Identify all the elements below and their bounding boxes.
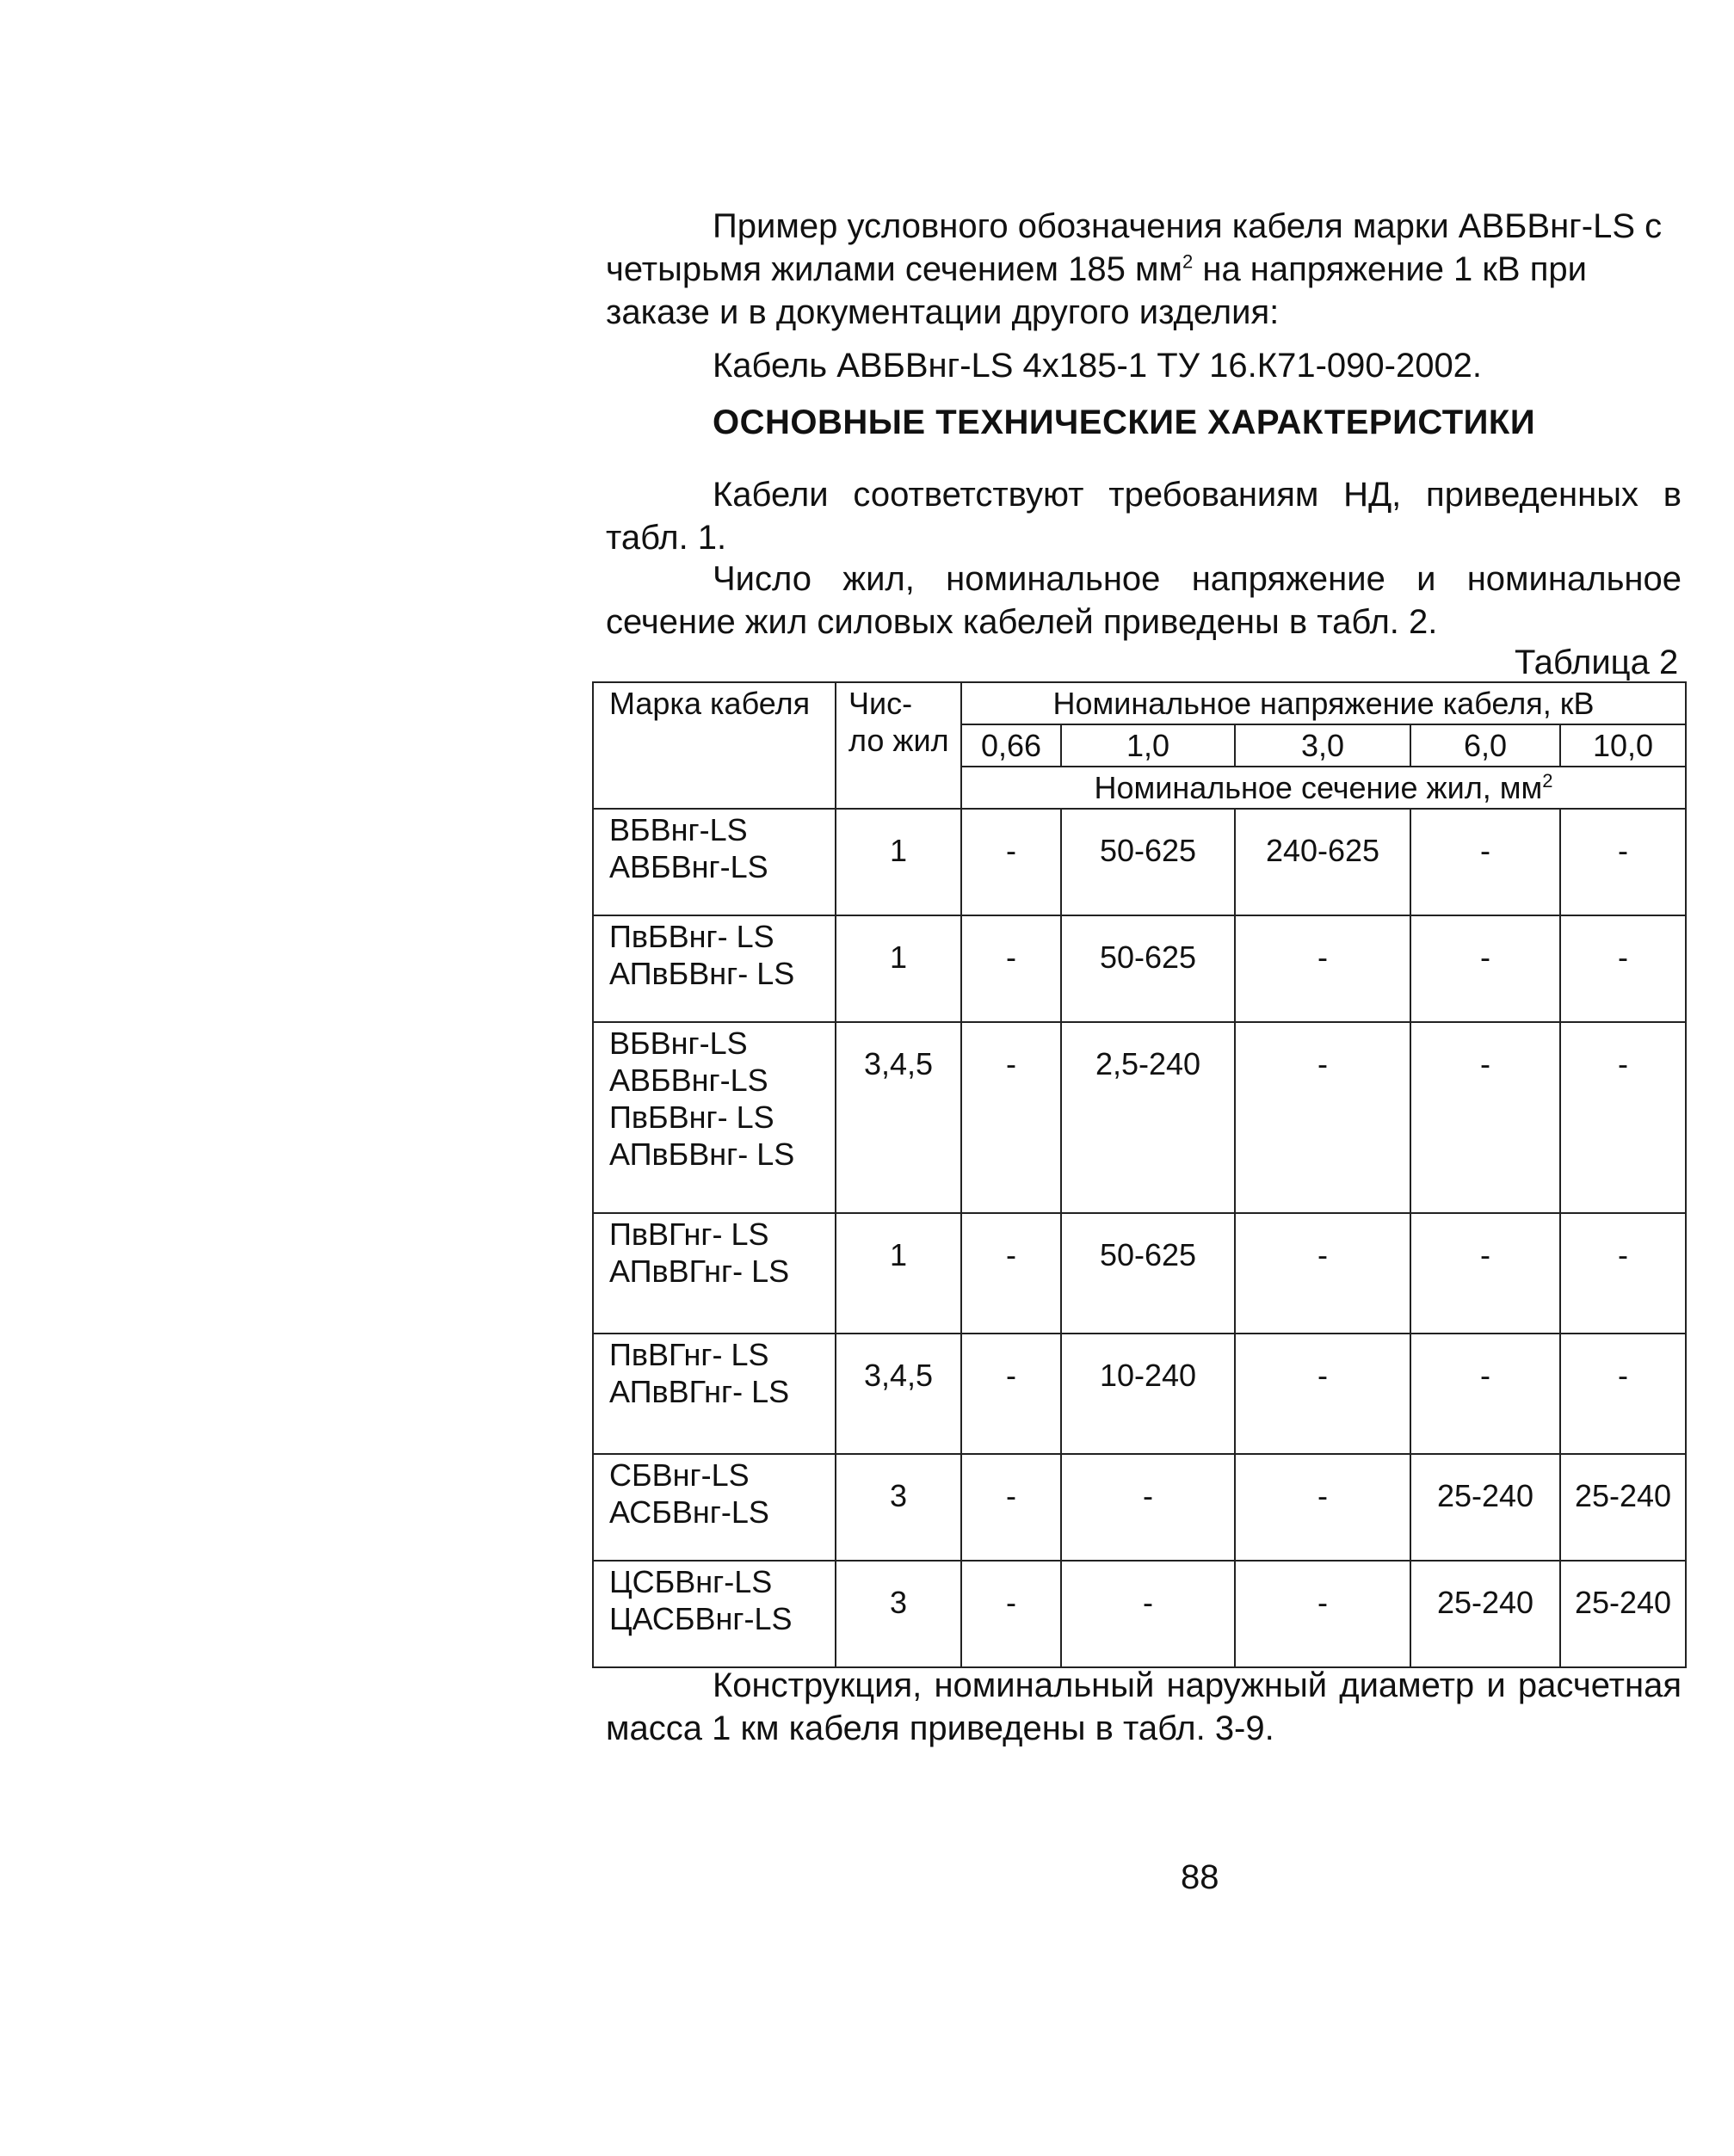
row-section-cell: - — [961, 1022, 1061, 1213]
cores-text: Число жил, номинальное напряжение и номинальное сечение жил силовых кабелей приведены в табл. 2. — [606, 560, 1682, 641]
row-section-cell: 25-240 — [1560, 1561, 1686, 1667]
intro-paragraph — [606, 205, 1682, 334]
table-row — [593, 1022, 1686, 1213]
cores-paragraph — [606, 557, 1682, 644]
row-section-cell: 50-625 — [1061, 915, 1235, 1022]
brand-name: АСБВнг-LS — [609, 1494, 769, 1530]
header-voltage-3: 6,0 — [1410, 724, 1560, 767]
header-voltage-group: Номинальное напряжение кабеля, кВ — [961, 682, 1686, 724]
row-section-cell: - — [961, 1454, 1061, 1561]
row-section-cell: 50-625 — [1061, 1213, 1235, 1334]
header-voltage-0: 0,66 — [961, 724, 1061, 767]
table-row — [593, 1454, 1686, 1561]
brand-name: АВБВнг-LS — [609, 849, 768, 884]
brand-name: АПвБВнг- LS — [609, 956, 795, 991]
row-section-cell: - — [1061, 1454, 1235, 1561]
table-row — [593, 809, 1686, 915]
row-section-cell: - — [1061, 1561, 1235, 1667]
row-cores-cell: 3 — [836, 1561, 961, 1667]
row-cores-cell: 3,4,5 — [836, 1022, 961, 1213]
row-section-cell: - — [961, 915, 1061, 1022]
header-voltage-2: 3,0 — [1235, 724, 1410, 767]
row-brand-cell — [593, 1454, 836, 1561]
row-section-cell: - — [961, 1334, 1061, 1454]
brand-name: АПвБВнг- LS — [609, 1137, 795, 1172]
row-section-cell: 240-625 — [1235, 809, 1410, 915]
row-brand-cell — [593, 809, 836, 915]
requirements-paragraph — [606, 473, 1682, 559]
table-row — [593, 1561, 1686, 1667]
row-brand-cell — [593, 1022, 836, 1213]
row-section-cell: - — [1410, 915, 1560, 1022]
row-cores-cell: 3 — [836, 1454, 961, 1561]
row-cores-cell: 1 — [836, 1213, 961, 1334]
designation-example: Кабель АВБВнг-LS 4х185-1 ТУ 16.К71-090-2002. — [713, 347, 1483, 385]
table-body — [593, 809, 1686, 1667]
header-cores: Чис- ло жил — [836, 682, 961, 809]
header-voltage-1: 1,0 — [1061, 724, 1235, 767]
header-voltage-4: 10,0 — [1560, 724, 1686, 767]
brand-name: СБВнг-LS — [609, 1457, 750, 1493]
row-section-cell: - — [1235, 1213, 1410, 1334]
header-section-group — [961, 767, 1686, 809]
intro-line-2b: на напряжение 1 кВ при — [1193, 250, 1587, 288]
intro-line-3: заказе и в документации другого изделия: — [606, 293, 1280, 331]
brand-name: ЦАСБВнг-LS — [609, 1601, 793, 1636]
brand-name: АВБВнг-LS — [609, 1063, 768, 1098]
table-caption: Таблица 2 — [1515, 644, 1679, 681]
section-heading: ОСНОВНЫЕ ТЕХНИЧЕСКИЕ ХАРАКТЕРИСТИКИ — [713, 403, 1536, 441]
row-section-cell: - — [1560, 1022, 1686, 1213]
header-section-sup: 2 — [1542, 770, 1553, 792]
row-brand-cell — [593, 1561, 836, 1667]
requirements-text: Кабели соответствуют требованиям НД, приведенных в табл. 1. — [606, 476, 1682, 557]
row-section-cell: - — [961, 1561, 1061, 1667]
row-cores-cell: 1 — [836, 809, 961, 915]
row-cores-cell: 3,4,5 — [836, 1334, 961, 1454]
row-section-cell: - — [1560, 1213, 1686, 1334]
brand-name: ПвБВнг- LS — [609, 1100, 774, 1135]
page-number: 88 — [1181, 1858, 1219, 1896]
row-section-cell: 25-240 — [1410, 1561, 1560, 1667]
intro-line-1: Пример условного обозначения кабеля марки АВБВнг-LS с — [713, 207, 1663, 245]
row-cores-cell: 1 — [836, 915, 961, 1022]
brand-name: ВБВнг-LS — [609, 1026, 748, 1061]
row-section-cell: - — [1410, 809, 1560, 915]
row-section-cell: 2,5-240 — [1061, 1022, 1235, 1213]
construction-paragraph — [606, 1664, 1682, 1750]
table-row — [593, 1334, 1686, 1454]
brand-name: ПвБВнг- LS — [609, 919, 774, 954]
row-section-cell: - — [1235, 1022, 1410, 1213]
cable-spec-table — [592, 681, 1687, 1668]
brand-name: АПвВГнг- LS — [609, 1254, 790, 1289]
construction-text: Конструкция, номинальный наружный диаметр и расчетная масса 1 км кабеля приведены в табл. 3-9. — [606, 1666, 1682, 1747]
row-brand-cell — [593, 1334, 836, 1454]
row-section-cell: - — [1410, 1213, 1560, 1334]
intro-superscript: 2 — [1182, 250, 1194, 273]
row-section-cell: 25-240 — [1560, 1454, 1686, 1561]
row-section-cell: - — [961, 1213, 1061, 1334]
row-section-cell: - — [1560, 1334, 1686, 1454]
row-section-cell: - — [1235, 1561, 1410, 1667]
intro-line-2a: четырьмя жилами сечением 185 мм — [606, 250, 1182, 288]
table-row — [593, 915, 1686, 1022]
row-section-cell: - — [1410, 1334, 1560, 1454]
row-section-cell: - — [1235, 915, 1410, 1022]
row-section-cell: 25-240 — [1410, 1454, 1560, 1561]
row-brand-cell — [593, 915, 836, 1022]
row-section-cell: - — [1410, 1022, 1560, 1213]
brand-name: ПвВГнг- LS — [609, 1217, 769, 1252]
row-brand-cell — [593, 1213, 836, 1334]
brand-name: АПвВГнг- LS — [609, 1374, 790, 1409]
row-section-cell: - — [1235, 1454, 1410, 1561]
brand-name: ВБВнг-LS — [609, 812, 748, 847]
row-section-cell: 10-240 — [1061, 1334, 1235, 1454]
header-brand: Марка кабеля — [593, 682, 836, 809]
row-section-cell: - — [1560, 809, 1686, 915]
brand-name: ЦСБВнг-LS — [609, 1564, 773, 1599]
row-section-cell: 50-625 — [1061, 809, 1235, 915]
table-row — [593, 1213, 1686, 1334]
header-section-text: Номинальное сечение жил, мм — [1094, 770, 1543, 805]
row-section-cell: - — [1560, 915, 1686, 1022]
row-section-cell: - — [1235, 1334, 1410, 1454]
brand-name: ПвВГнг- LS — [609, 1337, 769, 1372]
row-section-cell: - — [961, 809, 1061, 915]
